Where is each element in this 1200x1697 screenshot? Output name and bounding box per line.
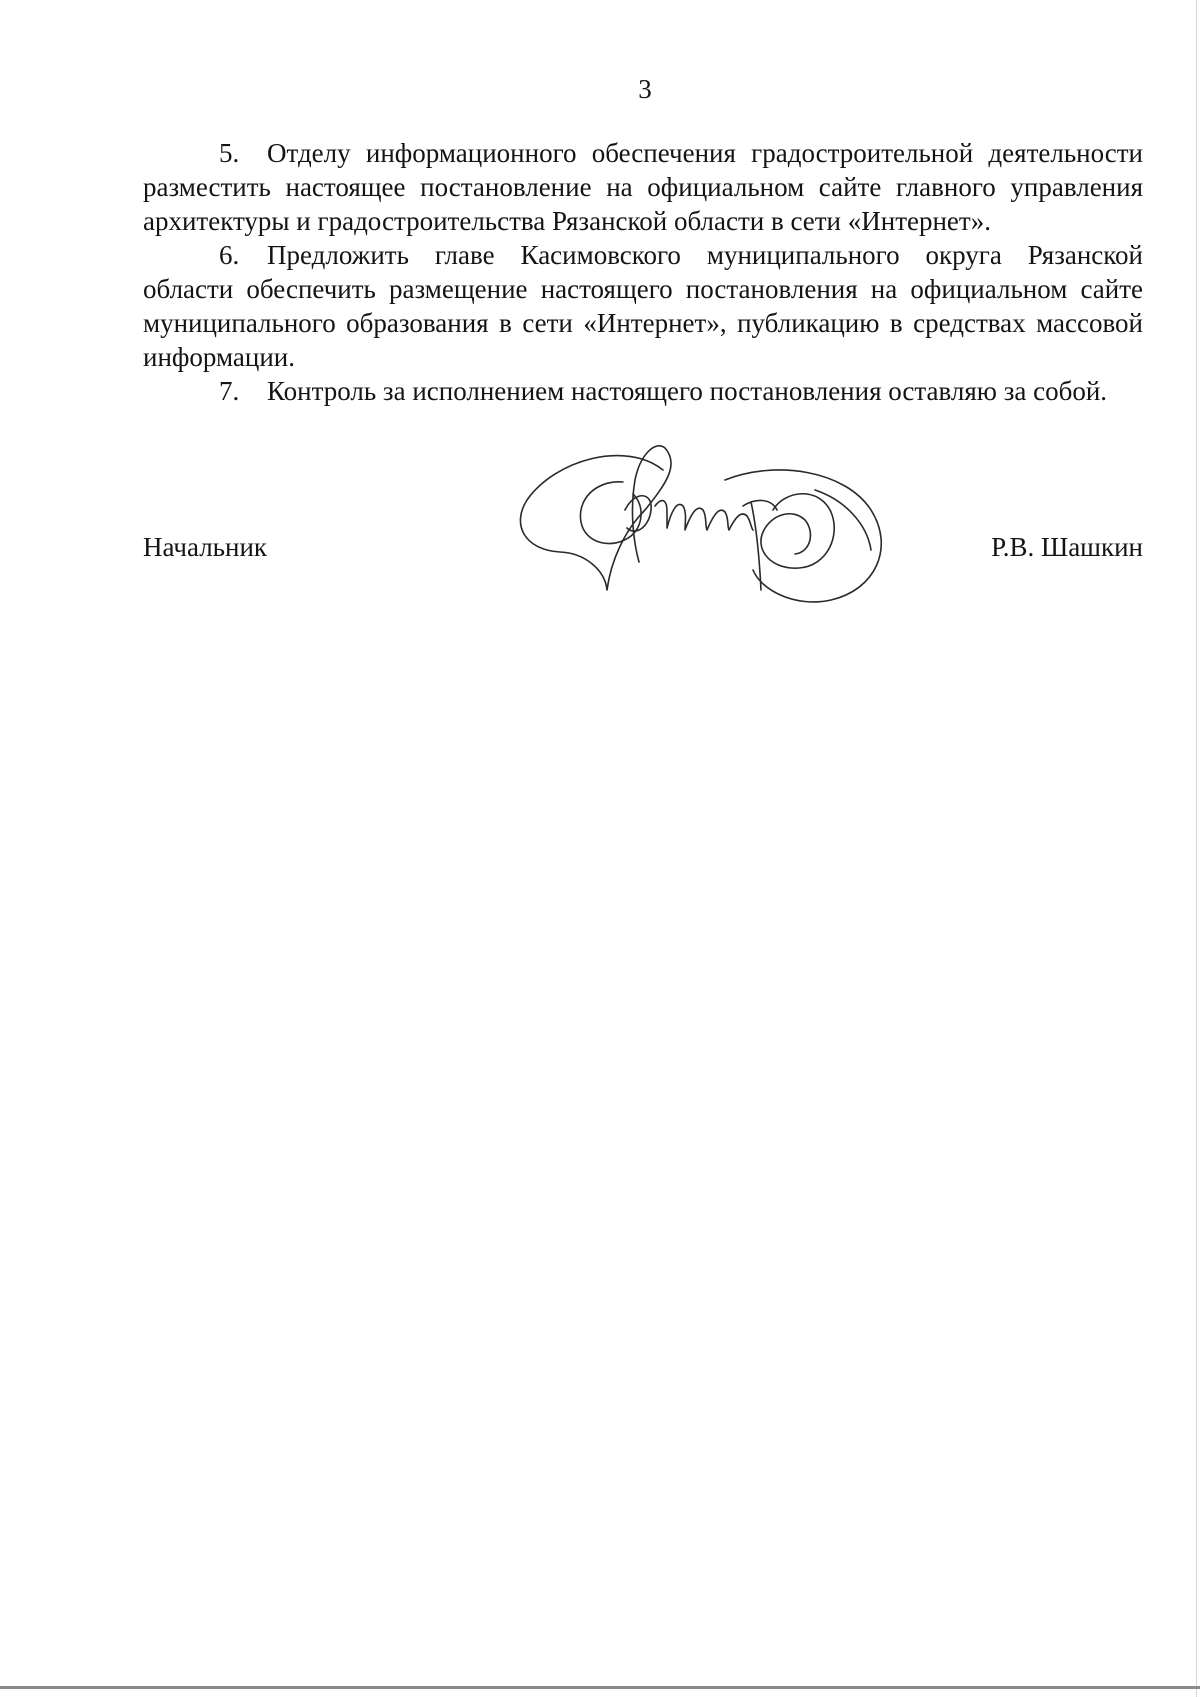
- signature-block: [143, 530, 1143, 570]
- document-body: [143, 136, 1143, 408]
- scan-edge-line: [0, 1686, 1200, 1689]
- signer-name: Р.В. Шашкин: [991, 532, 1143, 562]
- paragraph-text: Контроль за исполнением настоящего постановления оставляю за собой.: [267, 376, 1108, 406]
- paragraph-text: Предложить главе Касимовского муниципального округа Рязанской области обеспечить размещение настоящего постановления на официальном сайте муниципального образования в сети «Интернет», публикацию в средствах массовой информации.: [143, 240, 1143, 372]
- paragraph-7: [143, 374, 1143, 408]
- paragraph-number: 5.: [219, 138, 240, 168]
- signer-title: Начальник: [143, 532, 268, 562]
- paragraph-number: 6.: [219, 240, 240, 270]
- paragraph-text: Отделу информационного обеспечения градостроительной деятельности разместить настоящее постановление на официальном сайте главного управления архитектуры и градостроительства Рязанской области в сети «Интернет».: [143, 138, 1143, 236]
- scan-edge-line: [1196, 0, 1197, 1697]
- paragraph-number: 7.: [219, 376, 240, 406]
- paragraph-5: [143, 136, 1143, 238]
- page-number: 3: [638, 74, 652, 104]
- paragraph-6: [143, 238, 1143, 374]
